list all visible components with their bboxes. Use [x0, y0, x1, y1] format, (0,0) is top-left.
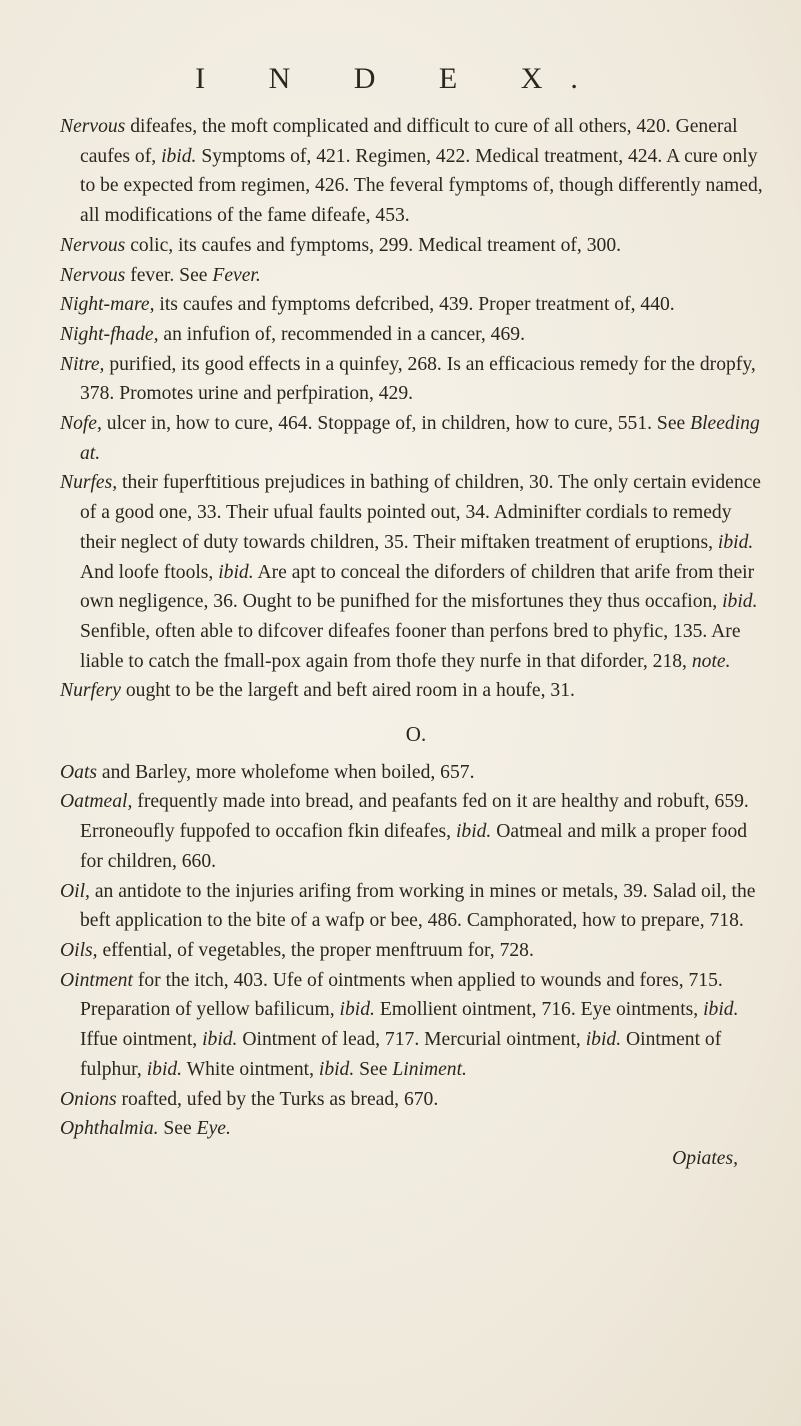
entry-text: frequently made into bread, and peafants fed on it are healthy and robuft, 659. Erroneoufly fuppofed to occafion fkin difeafes,: [80, 791, 749, 843]
index-entry: [60, 468, 772, 676]
index-entry: [60, 787, 772, 876]
index-entry: [60, 877, 772, 936]
entry-italic: ibid.: [146, 1058, 183, 1080]
entry-italic: ibid.: [455, 821, 492, 843]
index-entry: [60, 112, 772, 231]
index-entry: [60, 409, 772, 468]
page-header: I N D E X.: [195, 62, 606, 95]
entry-headword: Nurfery: [60, 680, 121, 702]
entries-o: [60, 758, 772, 1144]
entry-text: Oatmeal and milk a proper food for children, 660.: [80, 821, 748, 872]
entry-text: an infufion of, recommended in a cancer, 469.: [158, 323, 525, 345]
entry-headword: Nervous: [60, 116, 126, 137]
entry-text: And loofe ftools,: [80, 561, 219, 583]
entry-headword: Nofe,: [60, 413, 102, 435]
entry-headword: Onions: [60, 1088, 117, 1110]
entry-italic: Eye.: [196, 1118, 231, 1140]
catchword: Opiates,: [672, 1147, 738, 1169]
entries-n: [60, 112, 772, 706]
entry-text: Emollient ointment, 716. Eye ointments,: [374, 999, 704, 1021]
entry-text: ulcer in, how to cure, 464. Stoppage of, in children, how to cure, 551. See: [101, 413, 691, 435]
entry-text: See: [354, 1058, 393, 1080]
index-entry: [60, 231, 772, 261]
index-entry: [60, 1085, 772, 1115]
entry-text: Iffue ointment,: [80, 1029, 203, 1051]
index-content: [60, 112, 772, 1174]
entry-italic: note.: [691, 650, 731, 672]
entry-text: their fuperftitious prejudices in bathing of children, 30. The only certain evidence of a good one, 33. Their ufual faults pointed out, 34. Adminifter cordials to remedy their neglect of duty towards children, 35. Their miftaken treatment of eruptions,: [80, 472, 762, 553]
entry-text: ought to be the largeft and beft aired room in a houfe, 31.: [120, 680, 575, 702]
entry-text: an antidote to the injuries arifing from working in mines or metals, 39. Salad oil, the beft application to the bite of a wafp or bee, 486. Camphorated, how to prepare, 718.: [80, 880, 756, 932]
entry-text: purified, its good effects in a quinfey, 268. Is an efficacious remedy for the dropfy, 378. Promotes urine and perfpiration, 429.: [80, 353, 756, 405]
entry-text: White ointment,: [182, 1058, 319, 1080]
entry-headword: Night-fhade,: [60, 323, 159, 345]
entry-text: fever. See: [125, 264, 213, 286]
entry-italic: ibid.: [318, 1058, 355, 1080]
entry-text: See: [158, 1118, 197, 1140]
entry-text: Symptoms of, 421. Regimen, 422. Medical treatment, 424. A cure only to be expected from regimen, 426. The feveral fymptoms of, though differently named, all modifications of the fame difeafe, 453.: [80, 145, 763, 227]
entry-italic: ibid.: [218, 561, 254, 583]
entry-text: effential, of vegetables, the proper menftruum for, 728.: [97, 939, 534, 961]
index-entry: [60, 350, 772, 409]
index-entry: [60, 290, 772, 320]
entry-italic: Fever.: [212, 264, 261, 286]
index-entry: [60, 320, 772, 350]
section-heading-o: O.: [405, 722, 427, 747]
entry-headword: Oatmeal,: [60, 791, 133, 813]
entry-italic: Liniment.: [392, 1058, 467, 1080]
index-entry: [60, 966, 772, 1085]
entry-text: difeafes, the moft complicated and difficult to cure of all others, 420. General caufes of,: [80, 116, 738, 167]
entry-headword: Nervous: [60, 264, 126, 286]
entry-italic: ibid.: [161, 145, 197, 167]
entry-text: Are apt to conceal the diforders of children that arife from their own negligence, 36. Ought to be punifhed for the misfortunes they thus occafion,: [80, 561, 755, 613]
entry-italic: ibid.: [585, 1029, 622, 1051]
entry-headword: Ointment: [60, 969, 133, 991]
entry-headword: Nitre,: [60, 353, 105, 375]
entry-headword: Oats: [60, 761, 98, 783]
entry-headword: Night-mare,: [60, 294, 155, 316]
entry-text: colic, its caufes and fymptoms, 299. Medical treament of, 300.: [125, 234, 622, 256]
entry-text: Ointment of lead, 717. Mercurial ointment,: [237, 1029, 586, 1051]
entry-text: for the itch, 403. Ufe of ointments when applied to wounds and fores, 715. Preparation of yellow bafilicum,: [80, 969, 723, 1021]
entry-italic: ibid.: [722, 591, 758, 613]
entry-italic: ibid.: [703, 999, 739, 1021]
entry-headword: Nervous: [60, 234, 126, 256]
entry-text: and Barley, more wholefome when boiled, 657.: [97, 761, 475, 783]
entry-headword: Oil,: [60, 880, 90, 902]
entry-headword: Oils,: [60, 939, 98, 961]
index-entry: [60, 261, 772, 291]
index-entry: [60, 758, 772, 788]
entry-italic: ibid.: [202, 1029, 238, 1051]
entry-italic: ibid.: [339, 999, 375, 1021]
entry-headword: Nurfes,: [60, 472, 118, 494]
entry-text: roafted, ufed by the Turks as bread, 670.: [116, 1088, 439, 1110]
index-entry: [60, 676, 772, 706]
entry-italic: Bleeding at.: [80, 413, 760, 464]
entry-headword: Ophthalmia.: [60, 1118, 159, 1140]
entry-text: Ointment of fulphur,: [80, 1029, 722, 1080]
index-entry: [60, 936, 772, 966]
entry-italic: ibid.: [717, 531, 754, 553]
index-entry: [60, 1114, 772, 1144]
entry-text: its caufes and fymptoms defcribed, 439. Proper treatment of, 440.: [154, 294, 675, 316]
entry-text: Senfible, often able to difcover difeafes fooner than perfons bred to phyfic, 135. Are liable to catch the fmall-pox again from thofe they nurfe in that diforder, 218,: [80, 620, 741, 672]
